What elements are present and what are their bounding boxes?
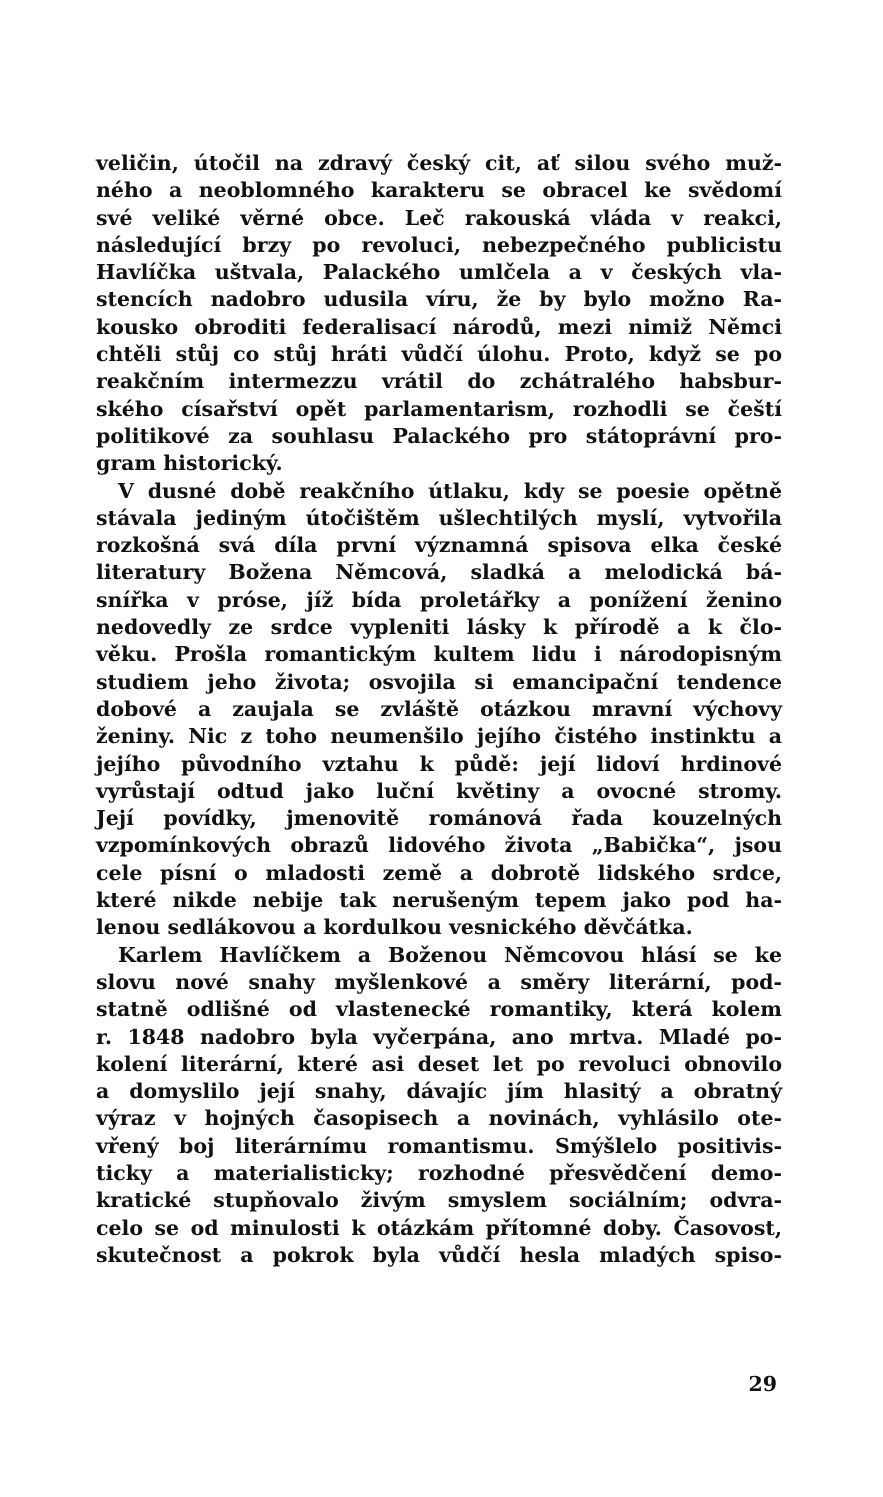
text-line: lenou sedlákovou a kordulkou vesnického děvčátka. [96,915,693,940]
text-line: vyrůstají odtud jako luční květiny a ovocné stromy. [96,778,782,803]
page-number: 29 [748,1372,777,1396]
text-line: literatury Božena Němcová, sladká a melodická bá- [96,560,782,585]
text-line: ženiny. Nic z toho neumenšilo jejího čistého instinktu a [96,724,782,749]
text-line: jejího původního vztahu k půdě: její lidoví hrdinové [96,751,782,776]
text-line: studiem jeho života; osvojila si emancipační tendence [96,669,782,694]
text-line: které nikde nebije tak nerušeným tepem jako pod ha- [96,888,782,913]
text-line: dobové a zaujala se zvláště otázkou mravní výchovy [96,696,782,721]
text-line: statně odlišné od vlastenecké romantiky, která kolem [96,997,782,1022]
text-line: snířka v próse, jíž bída proletářky a ponížení ženino [96,587,782,612]
text-line: gram historický. [96,451,283,476]
text-line: následující brzy po revoluci, nebezpečného publicistu [96,232,782,257]
text-line: skutečnost a pokrok byla vůdčí hesla mladých spiso- [96,1242,782,1267]
text-line: ného a neoblomného karakteru se obracel ke svědomí [96,178,782,203]
text-line: cele písní o mladosti země a dobrotě lidského srdce, [96,860,782,885]
text-line: vzpomínkových obrazů lidového života „Babička“, jsou [96,833,782,858]
text-line: ského císařství opět parlamentarism, rozhodli se čeští [96,396,782,421]
text-line: stávala jediným útočištěm ušlechtilých myslí, vytvořila [96,505,782,530]
text-line: vřený boj literárnímu romantismu. Smýšlelo positivis- [96,1133,782,1158]
body-text [96,150,782,1269]
text-line: r. 1848 nadobro byla vyčerpána, ano mrtva. Mladé po- [96,1024,782,1049]
text-line: své veliké věrné obce. Leč rakouská vláda v reakci, [96,205,782,230]
text-line: rozkošná svá díla první významná spisova elka české [96,533,782,558]
text-line: kratické stupňovalo živým smyslem sociálním; odvra- [96,1188,782,1213]
text-line: chtěli stůj co stůj hráti vůdčí úlohu. Proto, když se po [96,342,782,367]
text-line: politikové za souhlasu Palackého pro státoprávní pro- [96,423,782,448]
text-line: Karlem Havlíčkem a Boženou Němcovou hlásí se ke [118,942,782,967]
text-line: kolení literární, které asi deset let po revoluci obnovilo [96,1051,782,1076]
text-line: stencích nadobro udusila víru, že by bylo možno Ra- [96,287,782,312]
text-line: věku. Prošla romantickým kultem lidu i národopisným [96,642,782,667]
text-line: V dusné době reakčního útlaku, kdy se poesie opětně [118,478,782,503]
text-line: výraz v hojných časopisech a novinách, vyhlásilo ote- [96,1106,782,1131]
text-line: a domyslilo její snahy, dávajíc jím hlasitý a obratný [96,1079,782,1104]
text-line: Její povídky, jmenovitě románová řada kouzelných [96,806,782,831]
text-line: Havlíčka uštvala, Palackého umlčela a v českých vla- [96,260,782,285]
text-line: ticky a materialisticky; rozhodné přesvědčení demo- [96,1160,782,1185]
text-line: reakčním intermezzu vrátil do zchátralého habsbur- [96,369,782,394]
text-line: kousko obroditi federalisací národů, mezi nimiž Němci [96,314,782,339]
text-line: slovu nové snahy myšlenkové a směry literární, pod- [96,969,782,994]
text-line: nedovedly ze srdce vypleniti lásky k přírodě a k člo- [96,615,782,640]
text-line: celo se od minulosti k otázkám přítomné doby. Časovost, [96,1215,782,1240]
text-line: veličin, útočil na zdravý český cit, ať silou svého muž- [96,151,782,175]
